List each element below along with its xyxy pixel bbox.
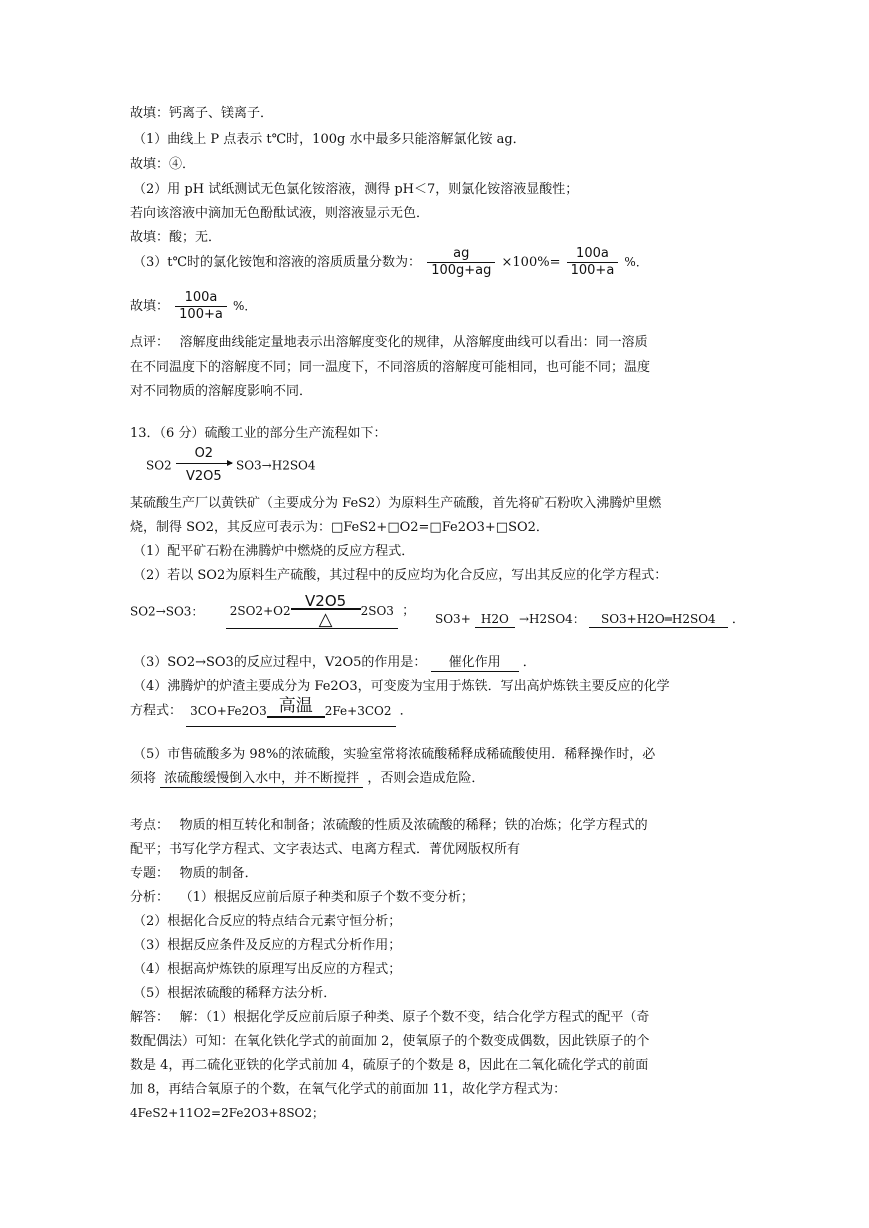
- analysis-line: 专题： 物质的制备．: [130, 866, 258, 881]
- analysis-line: 配平；书写化学方程式、文字表达式、电离方程式．菁优网版权所有: [130, 842, 521, 857]
- question-line: 须将 浓硫酸缓慢倒入水中，并不断搅拌 ，否则会造成危险．: [130, 771, 485, 786]
- solution-line: 加 8，再结合氧原子的个数，在氧气化学式的前面加 11，故化学方程式为：: [130, 1082, 567, 1097]
- question-line: 烧，制得 SO2，其反应可表示为：□FeS2+□O2=□Fe2O3+□SO2．: [130, 520, 549, 535]
- answer-line: （2）用 pH 试纸测试无色氯化铵溶液，测得 pH＜7，则氯化铵溶液显酸性；: [133, 182, 579, 197]
- answer-line: 若向该溶液中滴加无色酚酞试液，则溶液显示无色．: [130, 206, 430, 221]
- equation-line: SO2→SO3： 2SO2+O2 V2O5 △ 2SO3 ；: [130, 592, 416, 630]
- arrow-icon: [176, 463, 232, 470]
- answer-line: 故填：钙离子、镁离子．: [130, 106, 274, 121]
- analysis-line: （3）根据反应条件及反应的方程式分析作用；: [133, 938, 402, 953]
- analysis-line: （4）根据高炉炼铁的原理写出反应的方程式；: [133, 962, 402, 977]
- analysis-line: 分析： （1）根据反应前后原子种类和原子个数不变分析；: [130, 890, 474, 905]
- solution-line: 解答： 解：（1）根据化学反应前后原子种类、原子个数不变，结合化学方程式的配平（奇: [130, 1010, 650, 1025]
- answer-line: 故填：④．: [130, 157, 196, 172]
- comment-line: 在不同温度下的溶解度不同；同一温度下，不同溶质的溶解度可能相同，也可能不同；温度: [130, 360, 651, 375]
- comment-line: 点评： 溶解度曲线能定量地表示出溶解度变化的规律，从溶解度曲线可以看出：同一溶质: [130, 335, 648, 350]
- fraction: $\frac{100a}{100+a}$: [175, 290, 227, 323]
- question-line: （1）配平矿石粉在沸腾炉中燃烧的反应方程式．: [133, 544, 415, 559]
- question-line: （4）沸腾炉的炉渣主要成分为 Fe2O3，可变废为宝用于炼铁．写出高炉炼铁主要反应的化学: [133, 679, 670, 694]
- fraction-line: （3）t℃时的氯化铵饱和溶液的溶质质量分数为： $\frac{ag}{100g+ag}$ ×100%= $\frac{100a}{100+a}$ %．: [133, 246, 648, 278]
- comment-line: 对不同物质的溶解度影响不同．: [130, 384, 313, 399]
- answer-blank: 2SO2+O2 V2O5 △ 2SO3: [226, 594, 398, 629]
- answer-blank: 3CO+Fe2O3 高温 2Fe+3CO2: [186, 696, 395, 727]
- fraction-line: 故填： $\frac{100a}{100+a}$ %．: [130, 290, 257, 322]
- question-line: （3）SO2→SO3的反应过程中，V2O5的作用是： 催化作用 ．: [133, 655, 536, 670]
- analysis-line: （2）根据化合反应的特点结合元素守恒分析；: [133, 914, 402, 929]
- question-line: 某硫酸生产厂以黄铁矿（主要成分为 FeS2）为原料生产硫酸，首先将矿石粉吹入沸腾炉里燃: [130, 496, 662, 511]
- question-line: （2）若以 SO2为原料生产硫酸，其过程中的反应均为化合反应，写出其反应的化学方程式：: [133, 568, 668, 583]
- answer-blank: H2O: [475, 611, 515, 628]
- solution-line: 数配偶法）可知：在氧化铁化学式的前面加 2，使氧原子的个数变成偶数，因此铁原子的个: [130, 1034, 650, 1049]
- equation-line: SO3+ H2O →H2SO4： SO3+H2O═H2SO4 ．: [435, 612, 745, 627]
- equation-line: 方程式： 3CO+Fe2O3 高温 2Fe+3CO2 ．: [130, 696, 413, 727]
- fraction: $\frac{ag}{100g+ag}$: [427, 246, 495, 279]
- question-line: （5）市售硫酸多为 98%的浓硫酸，实验室常将浓硫酸稀释成稀硫酸使用．稀释操作时，必: [133, 747, 656, 762]
- fraction: $\frac{100a}{100+a}$: [567, 246, 619, 279]
- solution-line: 4FeS2+11O2=2Fe2O3+8SO2；: [130, 1106, 325, 1120]
- process-flow: SO2 O2 V2O5 SO3→H2SO4: [146, 446, 316, 484]
- question-title: 13．（6 分）硫酸工业的部分生产流程如下：: [130, 426, 387, 441]
- analysis-line: （5）根据浓硫酸的稀释方法分析．: [133, 986, 337, 1001]
- answer-blank: 催化作用: [431, 655, 519, 672]
- analysis-line: 考点： 物质的相互转化和制备；浓硫酸的性质及浓硫酸的稀释；铁的冶炼；化学方程式的: [130, 818, 648, 833]
- answer-blank: 浓硫酸缓慢倒入水中，并不断搅拌: [160, 771, 363, 788]
- answer-blank: SO3+H2O═H2SO4: [589, 611, 728, 628]
- solution-line: 数是 4，再二硫化亚铁的化学式前加 4，硫原子的个数是 8，因此在二氧化硫化学式的前面: [130, 1058, 649, 1073]
- answer-line: 故填：酸；无．: [130, 230, 222, 245]
- answer-line: （1）曲线上 P 点表示 t℃时，100g 水中最多只能溶解氯化铵 ag．: [133, 132, 526, 147]
